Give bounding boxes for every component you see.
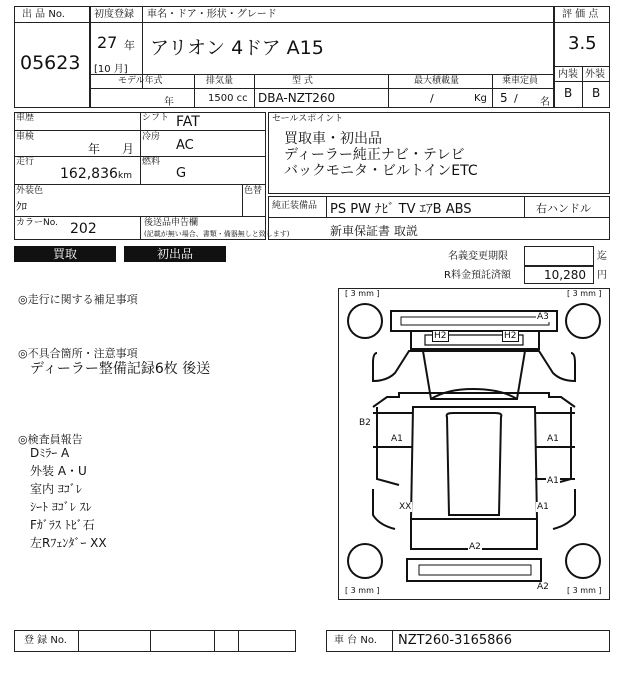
damage-right-front-door: A1 xyxy=(547,434,559,444)
registration-month: [10 月] xyxy=(94,64,128,75)
damage-front-bumper: A3 xyxy=(537,312,549,322)
inspector-line-3: 室内 ﾖｺﾞﾚ xyxy=(30,482,82,496)
car-diagram xyxy=(338,288,610,600)
inspector-line-2: 外装 A・U xyxy=(30,464,87,478)
name-change-label: 名義変更期限 xyxy=(448,251,508,262)
lot-number: 05623 xyxy=(20,52,81,74)
inspector-line-1: Dﾐﾗｰ A xyxy=(30,446,70,460)
fuel: G xyxy=(176,166,187,181)
fuel-label: 燃料 xyxy=(142,157,161,167)
car-outline-icon xyxy=(339,289,609,599)
ac-label: 冷房 xyxy=(142,132,161,142)
capacity-unit: 名 xyxy=(540,97,550,108)
inspector-line-6: 左Rﾌｪﾝﾀﾞｰ XX xyxy=(30,536,107,550)
damage-trunk: A2 xyxy=(469,542,481,552)
registration-year-unit: 年 xyxy=(124,39,135,52)
shift-label: シフト xyxy=(142,113,170,123)
capacity: 5 xyxy=(500,91,508,105)
damage-right-rear: A1 xyxy=(537,502,549,512)
max-load-unit: Kg xyxy=(474,93,487,104)
model-year-unit: 年 xyxy=(164,97,174,108)
registration-year: 27 xyxy=(97,33,118,52)
tag-kaitori: 買取 xyxy=(14,246,116,262)
supplement-label: ◎走行に関する補足事項 xyxy=(18,293,138,306)
damage-hood-left: H2 xyxy=(434,331,447,341)
tire-label-front-right: [ 3 mm ] xyxy=(567,289,602,298)
recycle-label: R料金預託済額 xyxy=(444,270,511,281)
damage-left-rear: XX xyxy=(399,502,412,512)
chassis-no-label: 車 台 No. xyxy=(334,635,377,646)
model-year-label: モデル年式 xyxy=(118,76,163,86)
ac: AC xyxy=(176,138,194,153)
sales-line-3: バックモニタ・ビルトインETC xyxy=(284,163,478,179)
model-code-label: 型 式 xyxy=(292,76,313,86)
lot-number-label: 出 品 No. xyxy=(22,9,65,20)
inspector-label: ◎検査員報告 xyxy=(18,433,83,446)
color-no-label: カラーNo. xyxy=(16,218,58,228)
sales-line-2: ディーラー純正ナビ・テレビ xyxy=(284,147,465,163)
mileage-label: 走行 xyxy=(16,157,35,167)
sales-line-1: 買取車・初出品 xyxy=(284,131,382,147)
tire-label-rear-left: [ 3 mm ] xyxy=(345,586,380,595)
history-label: 車歴 xyxy=(16,113,35,123)
repaint-label: 色替 xyxy=(244,186,263,196)
car-name-label: 車名・ドア・形状・グレード xyxy=(147,9,277,20)
score-label: 評 価 点 xyxy=(562,9,599,20)
max-load-sep: / xyxy=(430,92,434,105)
model-code: DBA-NZT260 xyxy=(258,91,336,105)
capacity-label: 乗車定員 xyxy=(502,76,539,86)
equipment-items: PS PW ﾅﾋﾞ TV ｴｱB ABS xyxy=(330,202,472,217)
inspection-label: 車検 xyxy=(16,132,35,142)
exterior-label: 外装 xyxy=(585,69,605,80)
handle-side: 右ハンドル xyxy=(536,202,591,215)
document-items: 新車保証書 取説 xyxy=(330,224,418,238)
car-name: アリオン 4ドア A15 xyxy=(150,37,324,59)
after-doc-note: (記載が無い場合、書類・備器無しと致します) xyxy=(144,230,290,238)
displacement: 1500 cc xyxy=(208,93,248,104)
capacity-sep: / xyxy=(514,92,518,105)
mileage: 162,836 xyxy=(60,166,118,182)
shift: FAT xyxy=(176,114,200,130)
equipment-label: 純正装備品 xyxy=(272,201,318,211)
inspector-line-4: ｼｰﾄ ﾖｺﾞﾚ ｽﾚ xyxy=(30,500,92,514)
damage-hood-right: H2 xyxy=(504,331,517,341)
max-load-label: 最大積載量 xyxy=(414,76,460,86)
ext-color-label: 外装色 xyxy=(16,186,44,196)
displacement-label: 排気量 xyxy=(206,76,234,86)
inspector-line-5: Fｶﾞﾗｽ ﾄﾋﾞ石 xyxy=(30,518,95,532)
interior-label: 内装 xyxy=(558,69,578,80)
defects-line-1: ディーラー整備記録6枚 後送 xyxy=(30,361,211,377)
defects-label: ◎不具合箇所・注意事項 xyxy=(18,347,138,360)
overall-score: 3.5 xyxy=(568,33,597,54)
tire-label-front-left: [ 3 mm ] xyxy=(345,289,380,298)
color-no: 202 xyxy=(70,221,97,237)
tag-first-listing: 初出品 xyxy=(124,246,226,262)
tire-label-rear-right: [ 3 mm ] xyxy=(567,586,602,595)
mileage-unit: km xyxy=(118,171,132,181)
after-doc-label: 後送品申告欄 xyxy=(144,218,199,228)
chassis-no: NZT260-3165866 xyxy=(398,633,512,648)
damage-rear-bumper: A2 xyxy=(537,582,549,592)
recycle-value: 10,280 xyxy=(544,268,586,282)
inspection-month-unit: 月 xyxy=(122,142,135,156)
name-change-unit: 迄 xyxy=(597,251,607,262)
damage-left-front-door: A1 xyxy=(391,434,403,444)
ext-color: ｸﾛ xyxy=(16,200,27,213)
name-change-box xyxy=(524,246,594,266)
exterior-grade: B xyxy=(592,86,601,100)
sales-point-label: セールスポイント xyxy=(272,114,344,124)
recycle-unit: 円 xyxy=(597,270,607,281)
damage-left-front: B2 xyxy=(359,418,371,428)
interior-grade: B xyxy=(564,86,573,100)
registration-no-label: 登 録 No. xyxy=(24,635,67,646)
first-registration-label: 初度登録 xyxy=(94,9,134,20)
inspection-year-unit: 年 xyxy=(88,142,101,156)
damage-right-rear-door: A1 xyxy=(547,476,559,486)
